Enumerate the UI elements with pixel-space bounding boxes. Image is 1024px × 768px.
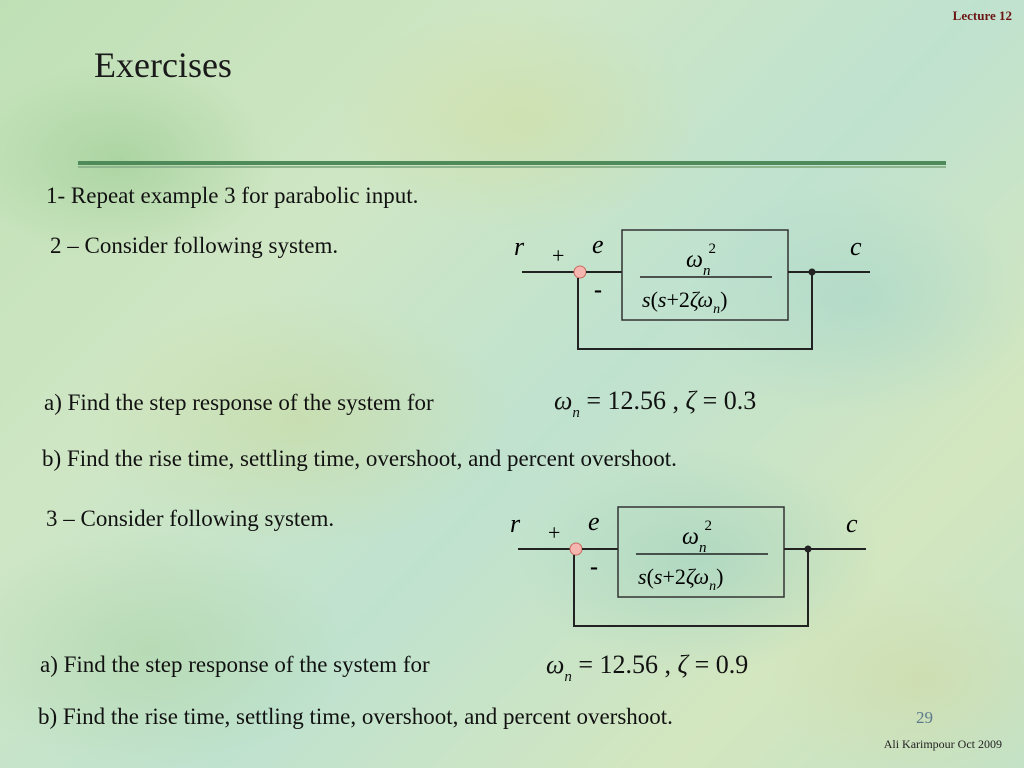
summing-junction bbox=[570, 543, 582, 555]
exercise-2a-text: a) Find the step response of the system for bbox=[44, 390, 434, 415]
page-title: Exercises bbox=[94, 45, 232, 85]
tf-numerator: $\omega_n2$ bbox=[682, 518, 712, 556]
error-label: e bbox=[588, 507, 600, 536]
error-label: e bbox=[592, 230, 604, 259]
exercise-1-text: 1- Repeat example 3 for parabolic input. bbox=[46, 183, 419, 208]
tf-denominator: $s(s+2\zeta\omega_n)$ bbox=[638, 564, 724, 594]
exercise-2-parameters: $\omega_n = 12.56$ , ζ = 0.3 bbox=[554, 386, 757, 421]
input-label: r bbox=[514, 232, 525, 261]
minus-sign: - bbox=[594, 277, 602, 303]
tf-numerator: $\omega_n2$ bbox=[686, 241, 716, 279]
exercise-3a-text: a) Find the step response of the system for bbox=[40, 652, 430, 677]
block-diagram-1 bbox=[500, 225, 880, 355]
block-diagram-2 bbox=[496, 502, 876, 632]
plus-sign: + bbox=[552, 243, 565, 268]
title-divider bbox=[78, 161, 946, 165]
exercise-3-parameters: $\omega_n = 12.56$ , ζ = 0.9 bbox=[546, 650, 749, 685]
output-label: c bbox=[846, 509, 858, 538]
tf-denominator: $s(s+2\zeta\omega_n)$ bbox=[642, 287, 728, 317]
output-label: c bbox=[850, 232, 862, 261]
exercise-2b-text: b) Find the rise time, settling time, overshoot, and percent overshoot. bbox=[42, 446, 677, 471]
page-number: 29 bbox=[916, 708, 933, 727]
minus-sign: - bbox=[590, 554, 598, 580]
exercise-3b-text: b) Find the rise time, settling time, overshoot, and percent overshoot. bbox=[38, 704, 673, 729]
exercise-2-text: 2 – Consider following system. bbox=[50, 233, 339, 258]
title-divider-shadow bbox=[78, 166, 946, 168]
summing-junction bbox=[574, 266, 586, 278]
author-date-footer: Ali Karimpour Oct 2009 bbox=[883, 737, 1002, 751]
exercise-3-text: 3 – Consider following system. bbox=[46, 506, 335, 531]
input-label: r bbox=[510, 509, 521, 538]
lecture-label: Lecture 12 bbox=[952, 8, 1012, 23]
plus-sign: + bbox=[548, 520, 561, 545]
